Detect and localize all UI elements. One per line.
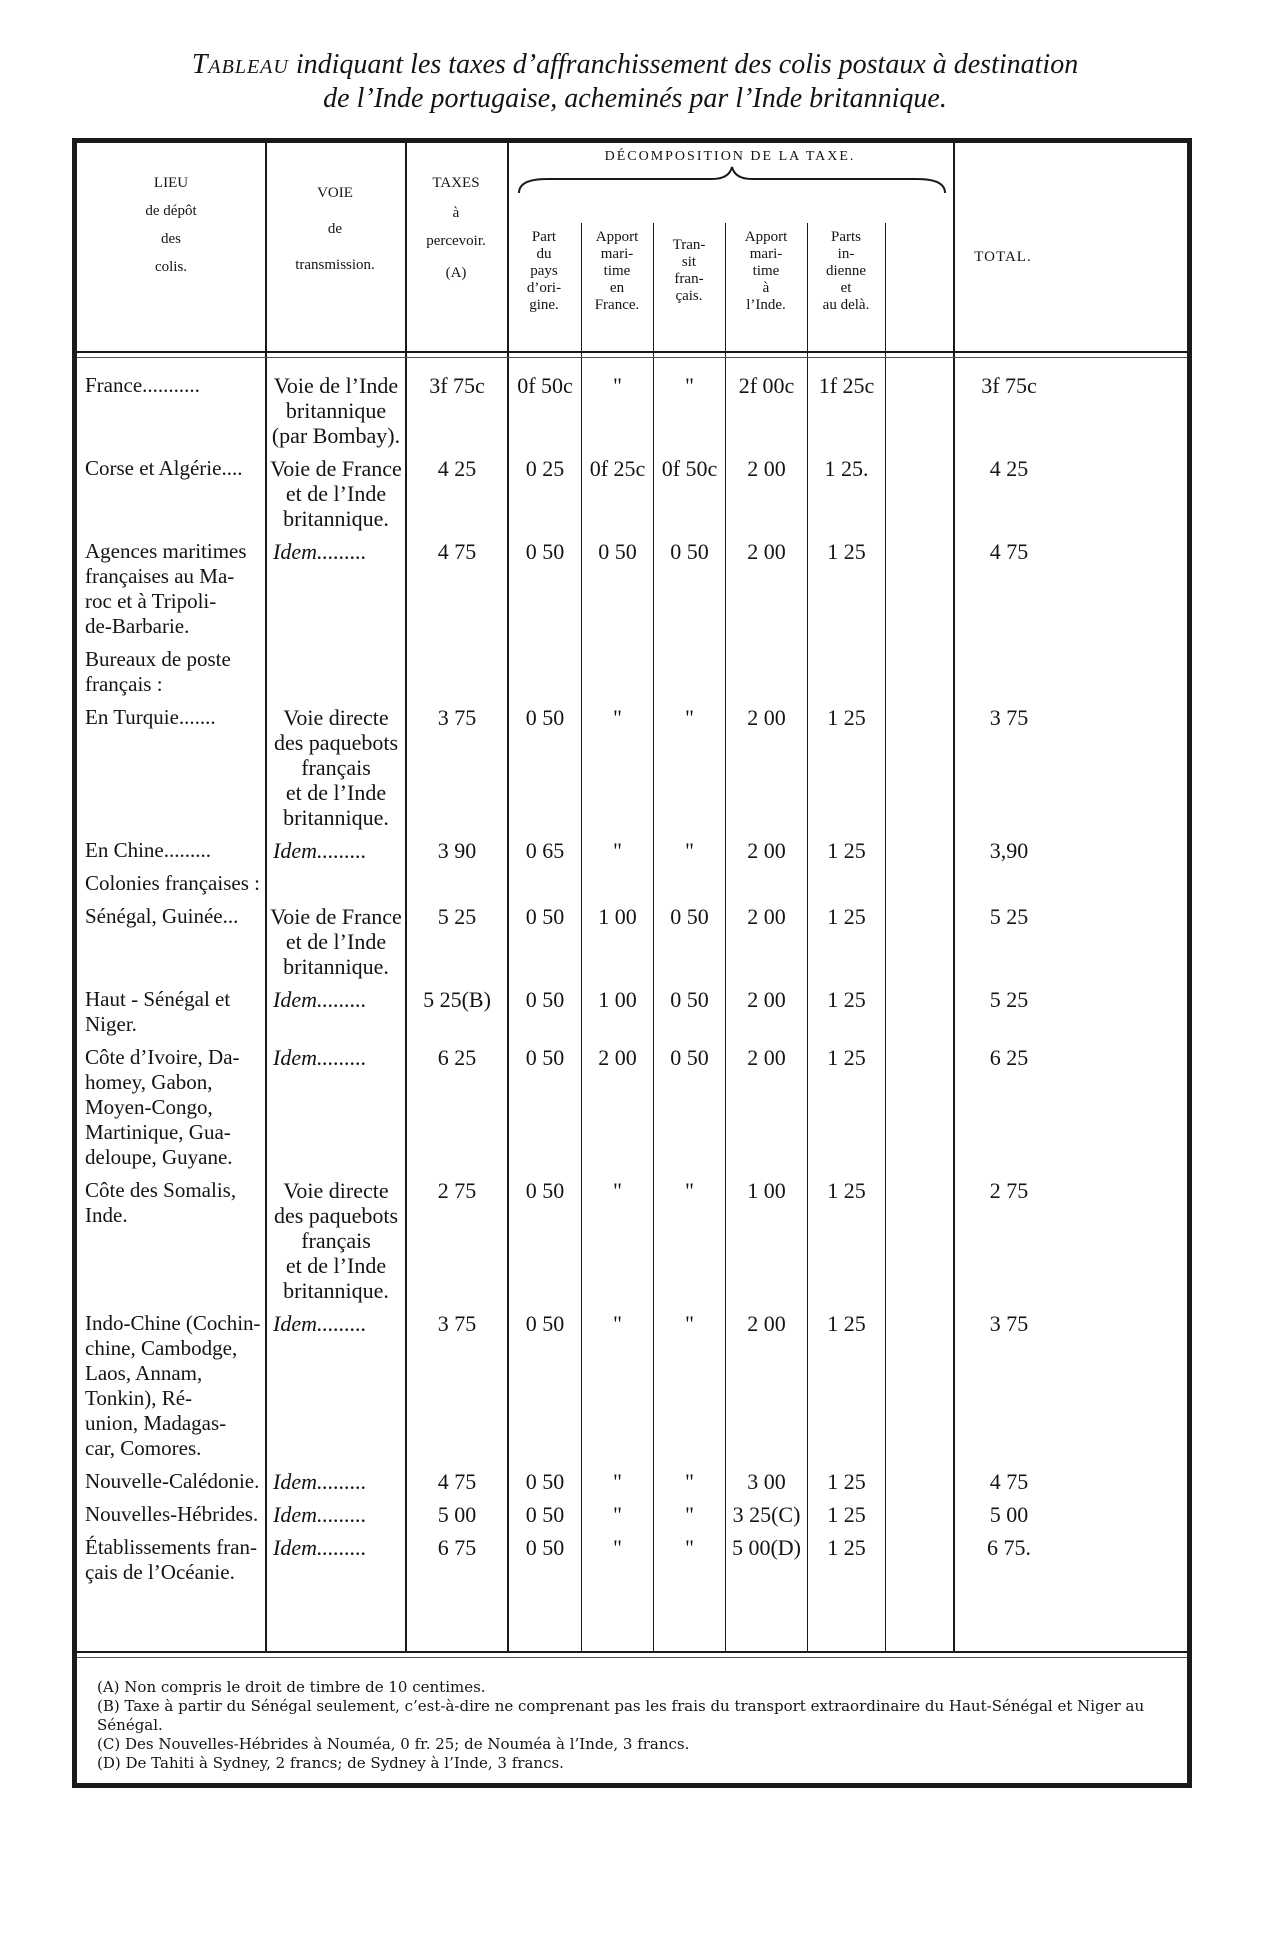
cell-part: 0f 50c [517,373,573,398]
cell-apport-france: " [613,1469,622,1494]
header-total: TOTAL. [974,249,1032,265]
cell-voie: Idem......... [273,1502,367,1527]
header-parts-5: au delà. [822,297,870,313]
cell-transit: " [685,1469,694,1494]
cell-place: Corse et Algérie.... [85,456,243,480]
cell-parts: 1 25 [827,904,866,929]
header-apport-inde-1: Apport [744,229,788,245]
cell-taxe: 3f 75c [429,373,485,398]
cell-part: 0 50 [525,1469,565,1494]
cell-parts: 1 25 [827,1535,866,1560]
cell-place: Colonies françaises : [85,871,260,895]
cell-part: 0 50 [525,1045,565,1070]
cell-apport-france: " [613,1502,622,1527]
header-apport-inde-3: time [752,263,780,279]
cell-apport-france: " [613,1535,622,1560]
cell-transit: " [685,705,694,730]
table-row [77,456,1187,539]
footnotes [97,1678,1177,1773]
cell-parts: 1 25. [824,456,869,481]
title-rest: indiquant les taxes d’affranchissement des colis postaux à destination [288,49,1079,80]
cell-total: 5 00 [989,1502,1029,1527]
cell-total: 3,90 [989,838,1029,863]
cell-apport-inde: 3 25(C) [732,1502,801,1527]
table-row [77,539,1187,647]
cell-place: Agences maritimes françaises au Ma- roc et à Tripoli- de-Barbarie. [85,539,247,638]
cell-taxe: 3 75 [437,705,477,730]
header-lieu-3: des [161,231,181,247]
cell-voie: Idem......... [273,1045,367,1070]
cell-taxe: 6 25 [437,1045,477,1070]
cell-place: Nouvelles-Hébrides. [85,1502,259,1526]
cell-voie: Voie de France et de l’Inde britannique. [270,904,402,979]
title-line-1 [110,48,1160,82]
header-part-1: Part [531,229,557,245]
header-apport-inde-4: à [762,280,770,296]
table-row [77,705,1187,838]
table-row [77,1535,1187,1593]
cell-total: 4 75 [989,539,1029,564]
cell-total: 6 75. [987,1535,1031,1560]
cell-place: En Chine......... [85,838,211,862]
table-title [110,48,1160,116]
footer-rule [77,1657,1187,1658]
cell-total: 3 75 [989,705,1029,730]
cell-apport-inde: 5 00(D) [731,1535,802,1560]
cell-part: 0 50 [525,987,565,1012]
cell-voie: Idem......... [273,1469,367,1494]
header-transit-2: sit [681,254,697,270]
header-parts-4: et [840,280,852,296]
cell-place: Bureaux de poste français : [85,647,231,696]
cell-total: 5 25 [989,987,1029,1012]
cell-taxe: 4 75 [437,539,477,564]
cell-apport-france: 1 00 [598,904,637,929]
cell-taxe: 6 75 [437,1535,477,1560]
table-row [77,904,1187,987]
table-row [77,987,1187,1045]
cell-taxe: 4 75 [437,1469,477,1494]
table-row [77,647,1187,705]
cell-parts: 1 25 [827,1045,866,1070]
cell-taxe: 5 25(B) [423,987,491,1012]
header-apport-france-4: en [609,280,625,296]
cell-voie: Voie directe des paquebots français et de l’Inde britannique. [273,705,399,830]
cell-part: 0 25 [525,456,565,481]
cell-parts: 1f 25c [818,373,875,398]
header-voie-2: de [327,221,343,237]
cell-transit: 0 50 [670,987,709,1012]
cell-voie: Idem......... [273,539,367,564]
header-apport-france-1: Apport [595,229,639,245]
header-parts [807,229,885,314]
cell-transit: 0f 50c [661,456,718,481]
table-row [77,1502,1187,1535]
cell-place: Indo-Chine (Cochin- chine, Cambodge, Laos, Annam, Tonkin), Ré- union, Madagas- car, Comores. [85,1311,261,1460]
cell-voie: Voie de France et de l’Inde britannique. [270,456,402,531]
cell-part: 0 50 [525,539,565,564]
header-lieu-2: de dépôt [145,203,197,219]
cell-place: En Turquie....... [85,705,216,729]
title-lead: Tableau [191,49,289,80]
cell-place: France........... [85,373,200,397]
cell-place: Côte des Somalis, Inde. [85,1178,237,1227]
cell-apport-inde: 2 00 [747,456,786,481]
table-row [77,838,1187,871]
cell-apport-france: " [613,1311,622,1336]
cell-apport-inde: 2 00 [747,987,786,1012]
cell-taxe: 2 75 [437,1178,477,1203]
cell-part: 0 65 [525,838,565,863]
cell-transit: " [685,838,694,863]
cell-total: 3f 75c [981,373,1037,398]
cell-transit: " [685,373,694,398]
table-row [77,1311,1187,1469]
cell-apport-inde: 3 00 [747,1469,786,1494]
header-part-2: du [536,246,552,262]
cell-apport-france: 2 00 [598,1045,637,1070]
cell-apport-france: " [613,838,622,863]
footnote-d: (D) De Tahiti à Sydney, 2 francs; de Sydney à l’Inde, 3 francs. [97,1754,564,1772]
cell-total: 5 25 [989,904,1029,929]
header-apport-inde-5: l’Inde. [746,297,786,313]
cell-part: 0 50 [525,1502,565,1527]
header-parts-1: Parts [831,229,861,245]
header-voie-1: VOIE [317,185,353,201]
cell-taxe: 5 25 [437,904,477,929]
header-apport-inde-2: mari- [749,246,783,262]
header-voie-3: transmission. [295,257,375,273]
header-taxes-3: percevoir. [426,233,486,249]
cell-voie: Idem......... [273,1535,367,1560]
cell-apport-france: " [613,705,622,730]
cell-total: 2 75 [989,1178,1029,1203]
cell-apport-inde: 2 00 [747,904,786,929]
cell-taxe: 5 00 [437,1502,477,1527]
header-part-5: gine. [529,297,559,313]
cell-transit: 0 50 [670,539,709,564]
cell-transit: " [685,1311,694,1336]
cell-taxe: 4 25 [437,456,477,481]
cell-parts: 1 25 [827,838,866,863]
header-rule [77,351,1187,353]
cell-apport-france: " [613,373,622,398]
cell-voie: Idem......... [273,838,367,863]
cell-taxe: 3 75 [437,1311,477,1336]
cell-place: Sénégal, Guinée... [85,904,239,928]
header-apport-france-3: time [603,263,631,279]
table-row [77,1469,1187,1502]
header-taxes [405,173,507,283]
table-body [77,373,1187,1593]
table-frame [72,138,1192,1788]
cell-total: 6 25 [989,1045,1029,1070]
cell-apport-inde: 2 00 [747,539,786,564]
cell-total: 4 25 [989,456,1029,481]
cell-part: 0 50 [525,1311,565,1336]
footnote-a: (A) Non compris le droit de timbre de 10 centimes. [97,1678,486,1696]
cell-apport-inde: 2 00 [747,1311,786,1336]
cell-transit: " [685,1535,694,1560]
cell-transit: " [685,1502,694,1527]
header-apport-france [581,229,653,314]
cell-parts: 1 25 [827,987,866,1012]
cell-apport-france: " [613,1178,622,1203]
cell-parts: 1 25 [827,1469,866,1494]
header-decomposition: DÉCOMPOSITION DE LA TAXE. [604,149,856,164]
cell-parts: 1 25 [827,1311,866,1336]
table-row [77,1045,1187,1178]
header-transit [653,237,725,305]
cell-place: Côte d’Ivoire, Da- homey, Gabon, Moyen-Congo, Martinique, Gua- deloupe, Guyane. [85,1045,240,1169]
footer-rule [77,1651,1187,1653]
header-part [507,229,581,314]
table-row [77,1178,1187,1311]
footnote-c: (C) Des Nouvelles-Hébrides à Nouméa, 0 fr. 25; de Nouméa à l’Inde, 3 francs. [97,1735,690,1753]
table-row [77,871,1187,904]
cell-transit: 0 50 [670,1045,709,1070]
header-parts-3: dienne [826,263,866,279]
header-apport-inde [725,229,807,314]
header-part-3: pays [530,263,558,279]
title-line-2: de l’Inde portugaise, acheminés par l’Inde britannique. [323,83,947,114]
cell-parts: 1 25 [827,539,866,564]
cell-apport-france: 0 50 [598,539,637,564]
header-apport-france-2: mari- [600,246,634,262]
cell-apport-inde: 2f 00c [738,373,795,398]
header-apport-france-5: France. [594,297,640,313]
cell-apport-inde: 2 00 [747,705,786,730]
header-taxes-1: TAXES [432,175,480,191]
cell-part: 0 50 [525,904,565,929]
header-voie [265,183,405,275]
header-taxes-2: à [452,205,460,221]
cell-place: Nouvelle-Calédonie. [85,1469,260,1493]
cell-parts: 1 25 [827,705,866,730]
cell-apport-inde: 2 00 [747,1045,786,1070]
cell-apport-france: 1 00 [598,987,637,1012]
header-lieu-4: colis. [154,259,188,275]
header-transit-3: fran- [674,271,704,287]
header-transit-1: Tran- [672,237,706,253]
cell-part: 0 50 [525,1535,565,1560]
header-transit-4: çais. [675,288,703,304]
cell-parts: 1 25 [827,1178,866,1203]
cell-apport-inde: 2 00 [747,838,786,863]
brace-icon [517,165,947,195]
cell-part: 0 50 [525,1178,565,1203]
cell-place: Établissements fran- çais de l’Océanie. [85,1535,258,1584]
cell-transit: 0 50 [670,904,709,929]
cell-taxe: 3 90 [437,838,477,863]
header-lieu [77,173,265,277]
header-lieu-1: LIEU [153,175,189,191]
header-rule [77,357,1187,358]
cell-part: 0 50 [525,705,565,730]
header-part-4: d’ori- [526,280,562,296]
cell-apport-inde: 1 00 [747,1178,786,1203]
header-parts-2: in- [837,246,855,262]
cell-voie: Idem......... [273,987,367,1012]
cell-voie: Idem......... [273,1311,367,1336]
footnote-b: (B) Taxe à partir du Sénégal seulement, c’est-à-dire ne comprenant pas les frais du transport extraordinaire du Haut-Sénégal et Niger au Sénégal. [97,1697,1145,1734]
cell-voie: Voie de l’Inde britannique (par Bombay). [271,373,401,448]
cell-apport-france: 0f 25c [589,456,646,481]
cell-total: 4 75 [989,1469,1029,1494]
table-row [77,373,1187,456]
cell-voie: Voie directe des paquebots français et de l’Inde britannique. [273,1178,399,1303]
cell-transit: " [685,1178,694,1203]
cell-place: Haut - Sénégal et Niger. [85,987,231,1036]
cell-total: 3 75 [989,1311,1029,1336]
header-taxes-4: (A) [445,265,467,281]
cell-parts: 1 25 [827,1502,866,1527]
